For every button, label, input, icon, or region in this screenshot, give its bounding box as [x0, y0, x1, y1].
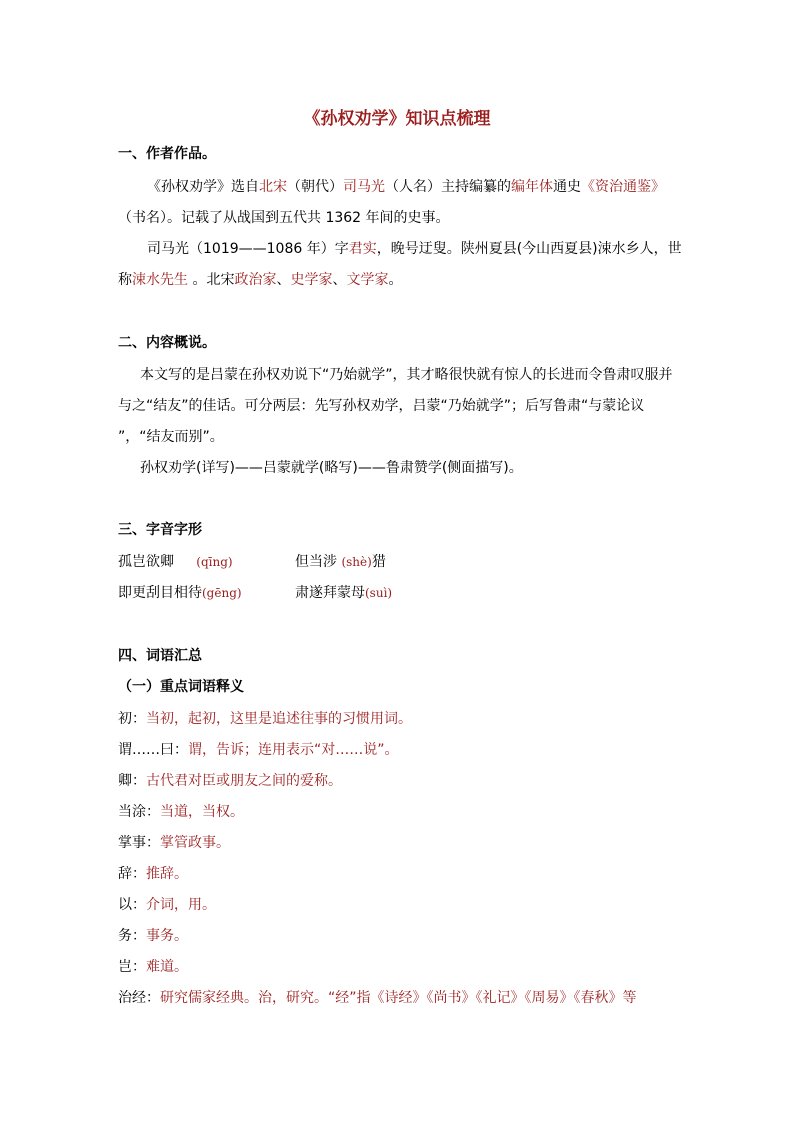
- summary-line-1: 本文写的是吕蒙在孙权劝说下“乃始就学”，其才略很快就有惊人的长进而令鲁肃叹服并: [140, 367, 673, 383]
- phrase: 孤岂欲卿: [118, 554, 174, 570]
- subsection-heading: （一）重点词语释义: [118, 679, 244, 695]
- vocab-definition: 谓，告诉；连用表示“对……说”。: [188, 742, 399, 758]
- author-line-4: [118, 269, 402, 289]
- vocab-term: 务：: [118, 928, 146, 944]
- vocab-item: [118, 801, 244, 821]
- vocab-term: 以：: [118, 897, 146, 913]
- pinyin: (gēng): [202, 586, 242, 600]
- pinyin: (shè): [341, 555, 372, 569]
- vocab-definition: 研究儒家经典。治，研究。“经”指《诗经》《尚书》《礼记》《周易》《春秋》等: [160, 990, 637, 1006]
- vocab-term: 岂：: [118, 959, 146, 975]
- author-highlight: 司马光: [343, 179, 385, 195]
- text-segment: 、: [332, 272, 347, 288]
- text-segment: 、: [276, 272, 291, 288]
- vocab-term: 掌事：: [118, 835, 160, 851]
- vocab-definition: 掌管政事。: [160, 835, 230, 851]
- pronunciation-item: [295, 582, 392, 602]
- phrase: 即更刮目相待: [118, 585, 202, 601]
- author-line-1: [147, 176, 665, 196]
- genre-highlight: 编年体: [511, 179, 553, 195]
- summary-line-4: 孙权劝学(详写)——吕蒙就学(略写)——鲁肃赞学(侧面描写)。: [140, 460, 523, 476]
- vocab-definition: 当初，起初，这里是追述往事的习惯用词。: [146, 711, 412, 727]
- title-highlight: 涑水先生: [132, 272, 188, 288]
- role-highlight: 史学家: [290, 272, 333, 288]
- vocab-item: [118, 987, 637, 1007]
- author-line-3: [147, 238, 682, 258]
- vocab-definition: 难道。: [146, 959, 188, 975]
- vocab-item: [118, 708, 412, 728]
- vocab-term: 谓……曰：: [118, 742, 188, 758]
- text-segment: 称: [118, 272, 132, 288]
- vocab-item: [118, 739, 399, 759]
- phrase: 但当涉: [295, 554, 337, 570]
- text-segment: 。: [388, 272, 403, 288]
- role-highlight: 政治家: [234, 272, 277, 288]
- role-highlight: 文学家: [346, 272, 389, 288]
- vocab-term: 治经：: [118, 990, 160, 1006]
- section-heading-pronunciation: 三、字音字形: [118, 522, 202, 538]
- book-highlight: 《资治通鉴》: [581, 179, 665, 195]
- pronunciation-item: [118, 582, 242, 602]
- page-title: 《孙权劝学》知识点梳理: [303, 109, 491, 129]
- pronunciation-item: [295, 551, 386, 571]
- phrase: 肃遂拜蒙母: [295, 585, 365, 601]
- vocab-term: 卿：: [118, 773, 146, 789]
- vocab-item: [118, 863, 188, 883]
- pronunciation-item: [118, 551, 233, 571]
- vocab-definition: 事务。: [146, 928, 188, 944]
- vocab-term: 当涂：: [118, 804, 160, 820]
- vocab-item: [118, 956, 188, 976]
- vocab-item: [118, 770, 342, 790]
- pinyin: (suì): [365, 586, 393, 600]
- section-heading-vocabulary: 四、词语汇总: [118, 648, 202, 664]
- vocab-definition: 当道，当权。: [160, 804, 244, 820]
- section-heading-author: 一、作者作品。: [118, 146, 216, 162]
- courtesy-name-highlight: 君实: [348, 241, 377, 257]
- vocab-definition: 介词，用。: [146, 897, 216, 913]
- summary-line-2: 与之“结友”的佳话。可分两层：先写孙权劝学，吕蒙“乃始就学”；后写鲁肃“与蒙论议: [118, 398, 645, 414]
- text-segment: （人名）主持编纂的: [385, 179, 511, 195]
- phrase: 猎: [371, 554, 386, 570]
- text-segment: 。北宋: [188, 272, 235, 288]
- pinyin: (qīng): [196, 555, 233, 569]
- text-segment: （朝代）: [287, 179, 343, 195]
- vocab-item: [118, 925, 188, 945]
- vocab-definition: 古代君对臣或朋友之间的爱称。: [146, 773, 342, 789]
- dynasty-highlight: 北宋: [259, 179, 287, 195]
- text-segment: ，晚号迂叟。陕州夏县(今山西夏县)涑水乡人，世: [376, 241, 682, 257]
- vocab-item: [118, 894, 216, 914]
- summary-line-3: ”，“结友而别”。: [118, 429, 224, 445]
- vocab-definition: 推辞。: [146, 866, 188, 882]
- text-segment: 司马光（1019——1086 年）字: [147, 241, 349, 257]
- vocab-term: 辞：: [118, 866, 146, 882]
- author-line-2: （书名）。记载了从战国到五代共 1362 年间的史事。: [118, 210, 450, 226]
- text-segment: 通史: [553, 179, 581, 195]
- vocab-term: 初：: [118, 711, 146, 727]
- section-heading-summary: 二、内容概说。: [118, 335, 216, 351]
- text-segment: 《孙权劝学》选自: [147, 179, 259, 195]
- vocab-item: [118, 832, 230, 852]
